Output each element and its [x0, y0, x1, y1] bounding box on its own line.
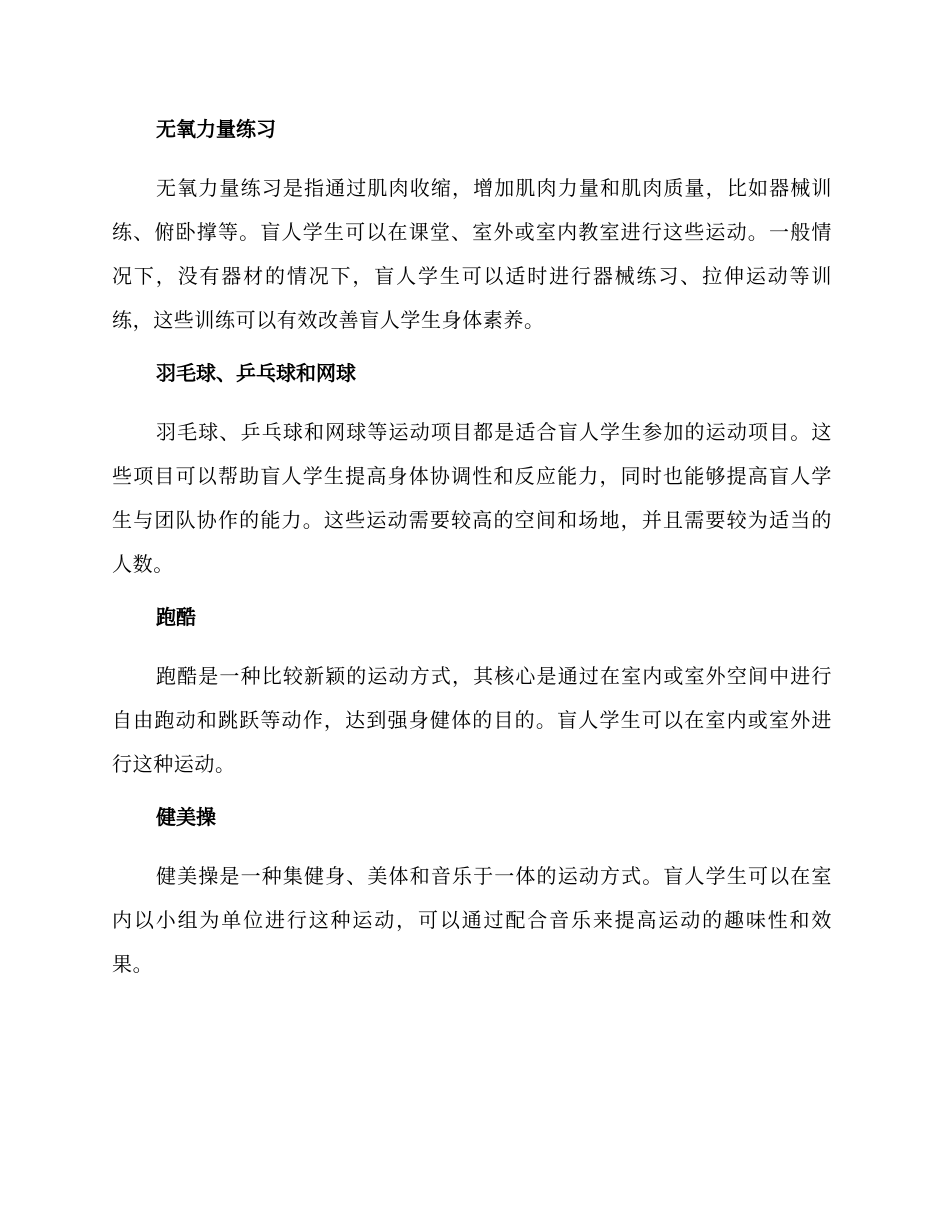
section-heading-racket-sports: 羽毛球、乒乓球和网球	[156, 361, 356, 385]
document-page	[112, 108, 832, 986]
section-heading-anaerobic: 无氧力量练习	[156, 117, 276, 141]
section-heading-parkour: 跑酷	[156, 605, 196, 629]
section-body-parkour: 跑酷是一种比较新颖的运动方式，其核心是通过在室内或室外空间中进行自由跑动和跳跃等动作，达到强身健体的目的。盲人学生可以在室内或室外进行这种运动。	[112, 664, 832, 776]
section-body-aerobics: 健美操是一种集健身、美体和音乐于一体的运动方式。盲人学生可以在室内以小组为单位进行这种运动，可以通过配合音乐来提高运动的趣味性和效果。	[112, 864, 832, 976]
section-body-anaerobic: 无氧力量练习是指通过肌肉收缩，增加肌肉力量和肌肉质量，比如器械训练、俯卧撑等。盲人学生可以在课堂、室外或室内教室进行这些运动。一般情况下，没有器材的情况下，盲人学生可以适时进行器械练习、拉伸运动等训练，这些训练可以有效改善盲人学生身体素养。	[112, 176, 832, 332]
section-heading-aerobics: 健美操	[156, 805, 216, 829]
section-body-racket-sports: 羽毛球、乒乓球和网球等运动项目都是适合盲人学生参加的运动项目。这些项目可以帮助盲人学生提高身体协调性和反应能力，同时也能够提高盲人学生与团队协作的能力。这些运动需要较高的空间和场地，并且需要较为适当的人数。	[112, 420, 832, 576]
